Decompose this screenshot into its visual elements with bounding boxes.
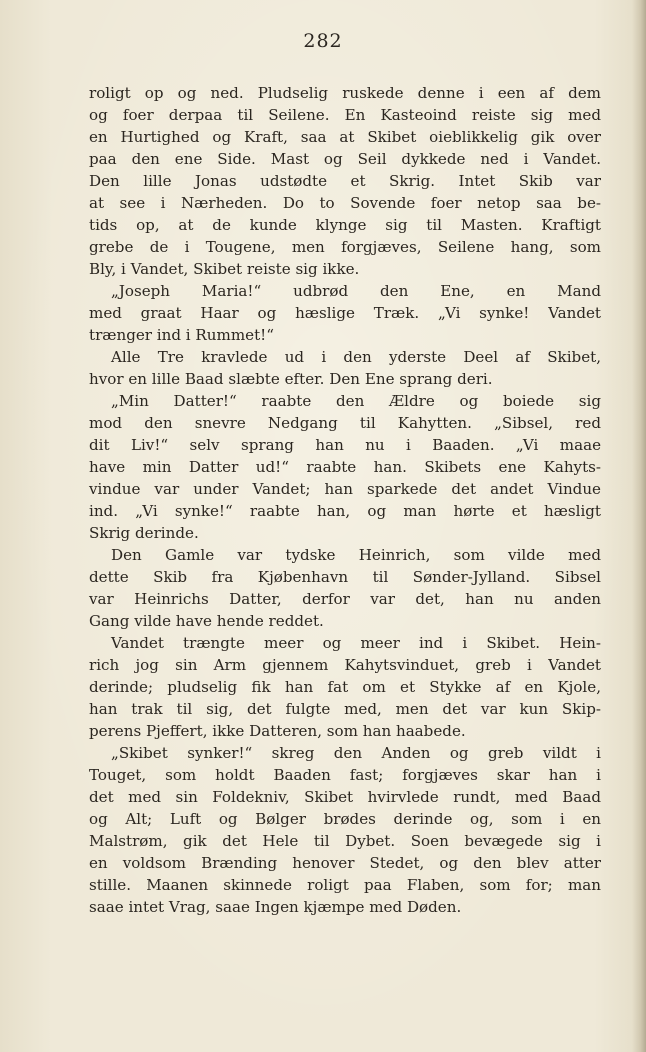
text-line: vindue var under Vandet; han sparkede det andet Vindue bbox=[89, 480, 601, 498]
text-line: derinde; pludselig fik han fat om et Stykke af en Kjole, bbox=[89, 678, 601, 696]
text-line: Malstrøm, gik det Hele til Dybet. Soen bevægede sig i bbox=[89, 832, 601, 850]
text-line: en Hurtighed og Kraft, saa at Skibet oieblikkelig gik over bbox=[89, 128, 601, 146]
text-line: saae intet Vrag, saae Ingen kjæmpe med Døden. bbox=[89, 898, 462, 916]
text-line: have min Datter ud!“ raabte han. Skibets ene Kahyts- bbox=[89, 458, 601, 476]
text-line: Gang vilde have hende reddet. bbox=[89, 612, 324, 630]
text-line: tids op, at de kunde klynge sig til Masten. Kraftigt bbox=[89, 216, 601, 234]
text-line: trænger ind i Rummet!“ bbox=[89, 326, 274, 344]
text-line: var Heinrichs Datter, derfor var det, han nu anden bbox=[89, 590, 601, 608]
text-line: han trak til sig, det fulgte med, men det var kun Skip- bbox=[89, 700, 601, 718]
page-number: 282 bbox=[303, 30, 343, 52]
text-line: Skrig derinde. bbox=[89, 524, 199, 542]
text-line: Den lille Jonas udstødte et Skrig. Intet Skib var bbox=[89, 172, 601, 190]
text-line: og Alt; Luft og Bølger brødes derinde og, som i en bbox=[89, 810, 601, 828]
text-line: perens Pjeffert, ikke Datteren, som han haabede. bbox=[89, 722, 466, 740]
text-line: mod den snevre Nedgang til Kahytten. „Sibsel, red bbox=[89, 414, 601, 432]
text-line: Alle Tre kravlede ud i den yderste Deel af Skibet, bbox=[111, 348, 601, 366]
text-line: rich jog sin Arm gjennem Kahytsvinduet, greb i Vandet bbox=[89, 656, 601, 674]
text-line: at see i Nærheden. Do to Sovende foer netop saa be- bbox=[89, 194, 601, 212]
text-line: Touget, som holdt Baaden fast; forgjæves skar han i bbox=[89, 766, 601, 784]
text-line: det med sin Foldekniv, Skibet hvirvlede rundt, med Baad bbox=[89, 788, 601, 806]
text-line: Vandet trængte meer og meer ind i Skibet. Hein- bbox=[111, 634, 601, 652]
text-line: hvor en lille Baad slæbte efter. Den Ene sprang deri. bbox=[89, 370, 493, 388]
text-line: grebe de i Tougene, men forgjæves, Seilene hang, som bbox=[89, 238, 601, 256]
text-line: „Min Datter!“ raabte den Ældre og boiede sig bbox=[111, 392, 601, 410]
text-line: stille. Maanen skinnede roligt paa Flaben, som for; man bbox=[89, 876, 601, 894]
text-line: en voldsom Brænding henover Stedet, og den blev atter bbox=[89, 854, 601, 872]
text-line: Den Gamle var tydske Heinrich, som vilde med bbox=[111, 546, 601, 564]
text-line: „Skibet synker!“ skreg den Anden og greb vildt i bbox=[111, 744, 601, 762]
text-line: dit Liv!“ selv sprang han nu i Baaden. „Vi maae bbox=[89, 436, 601, 454]
text-line: Bly, i Vandet, Skibet reiste sig ikke. bbox=[89, 260, 360, 278]
text-line: roligt op og ned. Pludselig ruskede denne i een af dem bbox=[89, 84, 601, 102]
text-line: „Joseph Maria!“ udbrød den Ene, en Mand bbox=[111, 282, 601, 300]
text-line: med graat Haar og hæslige Træk. „Vi synke! Vandet bbox=[89, 304, 601, 322]
text-line: og foer derpaa til Seilene. En Kasteoind reiste sig med bbox=[89, 106, 601, 124]
page-edge-shadow bbox=[632, 0, 646, 1052]
text-line: dette Skib fra Kjøbenhavn til Sønder-Jylland. Sibsel bbox=[89, 568, 601, 586]
text-line: ind. „Vi synke!“ raabte han, og man hørte et hæsligt bbox=[89, 502, 601, 520]
text-line: paa den ene Side. Mast og Seil dykkede ned i Vandet. bbox=[89, 150, 601, 168]
body-text bbox=[89, 82, 601, 918]
